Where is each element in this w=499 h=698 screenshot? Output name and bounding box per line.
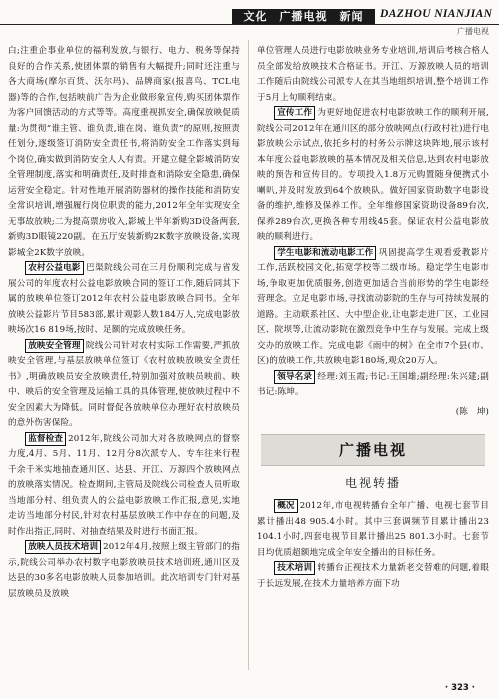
left-column	[8, 44, 240, 602]
section-banner	[261, 434, 485, 466]
sub-heading: 电视转播	[344, 476, 401, 490]
paragraph-tag: 领导名录	[274, 370, 315, 384]
paragraph-tag: 放映人员技术培训	[25, 540, 101, 554]
paragraph: 监督检查 2012年,院线公司加大对各放映网点的督察力度,4月、5月、11月、12月分8次派专人、专车往来行程千余千米实地抽查通川区、达县、开江、万源四个放映网点的放映落实情况。检查期间,主管局及院线公司检查人员听取当地部分村、组负责人的公益电影放映工作汇报,意见,实地走访当地部分村民,针对农村基层放映工作中存在的问题,及时作出指正,同时、对抽查结果及时进行书面汇报。	[8, 433, 240, 537]
paragraph-tag: 宣传工作	[274, 106, 315, 120]
paragraph: 学生电影和流动电影工作 巩固提高学生观看爱教影片工作,活跃校园文化,拓宽学校等二级市场。稳定学生电影市场,争取更加优质服务,创造更加适合当前形势的学生电影经营理念。立足电影市场,寻找流动影院的生存与可持续发展的道路。主动联系社区、大中型企业,让电影走进厂区、工业园区、院坝等,让流动影院在激烈竞争中生存与发展。完成上级交办的放映工作。完成电影《雨中的树》在全市7个县(市、区)的放映工作,共放映电影180场,观众20万人。	[257, 247, 489, 366]
section-banner-title: 广播电视	[338, 441, 407, 459]
yearbook-title: DAZHOU NIANJIAN	[380, 8, 493, 20]
paragraph: 宣传工作 为更好地促进农村电影放映工作的顺利开展,院线公司2012年在通川区的部分放映网点(行政村社)进行电影放映公示试点,依托乡村的村务公示牌这块阵地,展示该村本年度公益电影放映的基本情况及相关信息,达到农村电影放映的预告和宣传目的。专项投入1.8万元购置随身便携式小喇叭,并及时发放到64个放映队。做好国家资助数字电影设备的维护,维修及保养工作。全年维修国家资助设备89台次,保养289台次,更换各种专用线45套。保证农村公益电影放映的顺利进行。	[257, 108, 489, 242]
paragraph: 农村公益电影 巴渠院线公司在三月份顺利完成与省发展公司的年度农村公益电影放映合同的签订工作,随后同其下属的放映单位签订2012年农村公益电影放映合同书。全年放映公益影片节目583部,累计观影人数184万人,完成电影放映场次16 819场,按时、足额的完成放映任务。	[8, 263, 240, 335]
page-number: · 323 ·	[444, 683, 475, 693]
paragraph-tag: 放映安全管理	[25, 339, 83, 353]
paragraph: 领导名录 经理:刘玉霞;书记:王国雄;副经理:朱兴建;副书记:陈坤。	[257, 371, 489, 397]
paragraph: 白;注重企事业单位的福利发放,与银行、电力、税务等保持良好的合作关系,使团体票的销售有大幅提升;同时还注重与各大商场(摩尔百货、沃尔玛)、品牌商家(报喜鸟、TCL电器)等的合作,包括映前广告为企业做形象宣传,购买团体票作为客户回馈活动的方式等等。高度重视抓安全,确保放映促质量:为贯彻“谁主管、谁负责,谁在岗、谁负责”的原则,按照责任划分,逐级签订消防安全责任书,将消防安全工作落实到每个岗位,确实做到消防安全人人有责。开建立健全影城消防安全管理制度,落实和明确责任,及时排查和消除安全隐患,确保运营安全稳定。针对性地开展消防器材的操作技能和消防安全常识培训,增强履行岗位职责的能力,2012年全年实现安全无事故放映;二为提高票房收入,影城上半年新购3D设备两套,新购3D眼镜220副。在五厅安装新购2K数字放映设备,实现影城全2K数字放映。	[8, 46, 240, 258]
paragraph-tag: 概况	[274, 499, 298, 513]
column-divider	[248, 40, 249, 670]
right-column	[257, 44, 489, 592]
paragraph-tag: 学生电影和流动电影工作	[274, 246, 376, 260]
running-head: 广播电视	[457, 27, 489, 36]
paragraph-tag: 监督检查	[25, 432, 66, 446]
paragraph: 概况 2012年,市电视转播台全年广播、电视七套节目累计播出48 905.4小时。其中三套调频节目累计播出23 104.1小时,四套电视节目累计播出25 801.3小时。七套节目均优质超额地完成全年安全播出的目标任务。	[257, 501, 489, 558]
paragraph: 技术培训 转播台正视技术力量新老交替难的问题,着眼于长远发展,在技术力量培养方面下功	[257, 563, 489, 589]
author-signature: (陈 坤)	[455, 406, 489, 417]
paragraph-tag: 技术培训	[274, 561, 315, 575]
paragraph: 放映安全管理 院线公司针对农村实际工作需要,严抓放映安全管理,与基层放映单位签订《农村放映放映安全责任书》,明确放映员安全放映责任,特别加强对放映员映前、映中、映后的安全管理及运输工具的具体管理,使放映过程中不安全因素大为降低。同时督促各放映单位办理好农村放映员的意外伤害保险。	[8, 340, 240, 428]
section-label: 文化 广播电视 新闻	[232, 9, 375, 24]
paragraph: 放映人员技术培训 2012年4月,按照上级主管部门的指示,院线公司举办农村数字电影放映员技术培训班,通川区及达县的30多名电影放映人员参加培训。此次培训专门针对基层放映员及放映	[8, 542, 240, 599]
paragraph: 单位管理人员进行电影放映业务专业培训,培训后考核合格人员全部发给放映技术合格证书。开江、万源放映人员的培训工作随后由院线公司派专人在其当地组织培训,整个培训工作于5月上旬顺利结束。	[257, 46, 489, 103]
paragraph-tag: 农村公益电影	[25, 261, 83, 275]
header-rule	[0, 24, 499, 25]
